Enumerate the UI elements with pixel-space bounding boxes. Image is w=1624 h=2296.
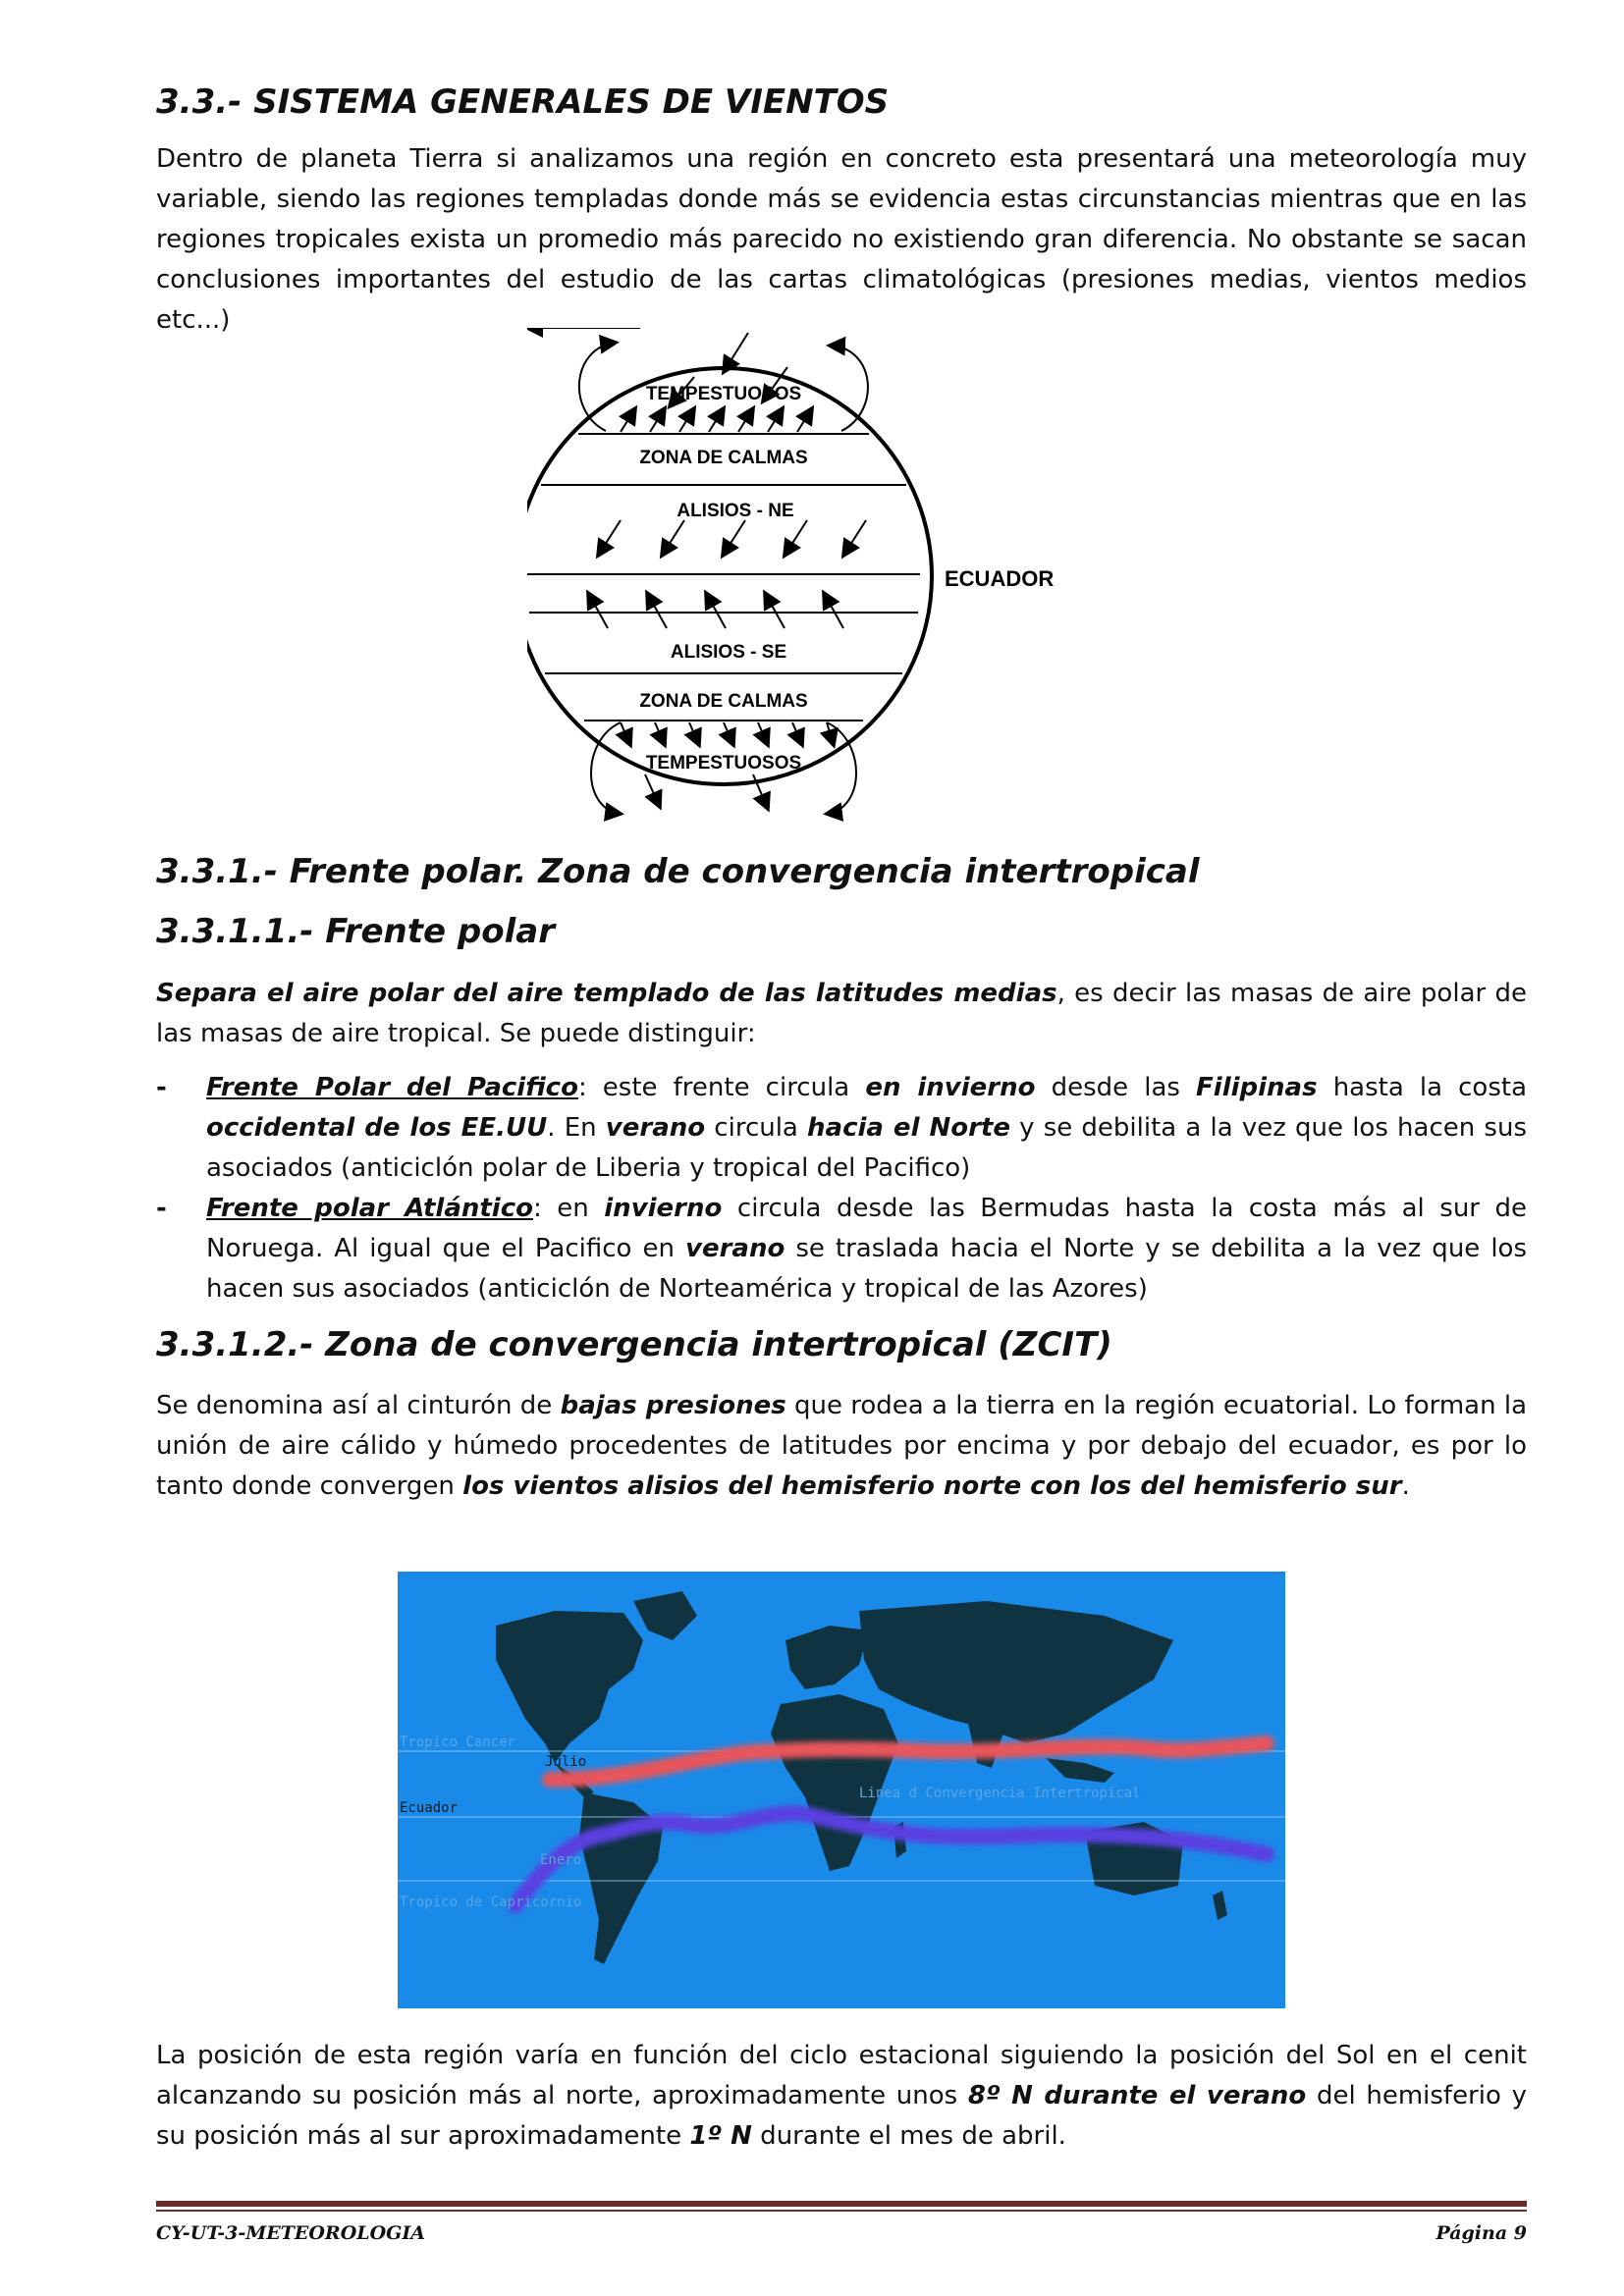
wind-arrow [723, 520, 745, 556]
emphasis: verano [685, 1234, 785, 1263]
wind-arrow [843, 520, 866, 556]
wind-arrow [824, 593, 843, 628]
label-trade-ne: ALISIOS - NE [677, 501, 794, 521]
emphasis: Filipinas [1196, 1073, 1318, 1102]
list-dash: - [156, 1194, 167, 1223]
footer-rule [156, 2201, 1527, 2207]
itcz-paragraph [156, 1386, 1527, 1507]
emphasis: invierno [604, 1194, 723, 1223]
label-equator-map: Ecuador [400, 1800, 459, 1816]
subsubsection-title: 3.3.1.1.- Frente polar [156, 912, 555, 951]
wind-arrow [621, 722, 630, 745]
wind-arrow [650, 408, 665, 432]
text-run: , es decir las masas de aire polar de las masas de aire tropical. Se puede distinguir: [156, 979, 1527, 1048]
wind-arrow [598, 520, 621, 556]
wind-arrow [655, 722, 665, 745]
circulation-arrow [830, 346, 868, 431]
text-run: y se debilita a la vez que los hacen sus asociados (anticiclón polar de Liberia y tropical del Pacifico) [206, 1113, 1527, 1183]
text-run: Se denomina así al cinturón de [156, 1391, 561, 1420]
wind-arrow [647, 593, 667, 628]
emphasis: occidental de los EE.UU [206, 1113, 548, 1143]
text-run: se traslada hacia el Norte y se debilita a la vez que los hacen sus asociados (anticiclón de Norteamérica y tropical de las Azores) [206, 1234, 1527, 1304]
emphasis: bajas presiones [560, 1391, 786, 1420]
subsection-title: 3.3.1.- Frente polar. Zona de convergencia intertropical [156, 852, 1200, 891]
text-run: : en [533, 1194, 605, 1223]
text-run: del hemisferio y su posición más al sur aproximadamente [156, 2081, 1527, 2151]
text-run: circula [705, 1113, 808, 1143]
wind-arrow [765, 593, 785, 628]
text-run: circula desde las Bermudas hasta la costa más al sur de Noruega. Al igual que el Pacifico en [206, 1194, 1527, 1263]
polar-front-list [156, 1068, 1527, 1309]
polar-front-paragraph [156, 974, 1527, 1054]
label-trade-se: ALISIOS - SE [670, 642, 787, 663]
emphasis: hacia el Norte [807, 1113, 1010, 1143]
subsubsection-title: 3.3.1.2.- Zona de convergencia intertropical (ZCIT) [156, 1325, 1112, 1364]
wind-arrow [738, 408, 753, 432]
list-item-title: Frente Polar del Pacifico [206, 1073, 578, 1102]
text-run: hasta la costa [1317, 1073, 1527, 1102]
footer-rule-thin [156, 2210, 1527, 2212]
wind-arrow [689, 722, 699, 745]
itcz-world-map [398, 1572, 1285, 2008]
text-run: : este frente circula [577, 1073, 866, 1102]
text-run: . [1401, 1471, 1410, 1501]
wind-arrow [709, 408, 724, 432]
emphasis: 1º N [689, 2121, 752, 2151]
wind-arrow [679, 408, 694, 432]
wind-belts-diagram [527, 328, 1273, 828]
text-run: que rodea a la tierra en la región ecuatorial. Lo forman la unión de aire cálido y húmedo procedentes de latitudes por encima y por debajo del ecuador, es por lo tanto donde convergen [156, 1391, 1528, 1501]
emphasis: en invierno [865, 1073, 1036, 1102]
wind-arrow [706, 593, 726, 628]
label-itcz: Linea d Convergencia Intertropical [859, 1786, 1141, 1801]
label-top-calm: ZONA DE CALMAS [639, 448, 808, 468]
list-dash: - [156, 1073, 167, 1102]
wind-arrow [724, 722, 733, 745]
wind-arrow [724, 333, 748, 372]
emphasis: verano [605, 1113, 706, 1143]
wind-arrow [621, 408, 635, 432]
label-july: Julio [545, 1754, 587, 1770]
footer-document-code: CY-UT-3-METEOROLOGIA [156, 2222, 426, 2244]
label-equator: ECUADOR [945, 566, 1055, 591]
list-item [156, 1068, 1527, 1189]
emphasis: 8º N durante el verano [967, 2081, 1307, 2110]
wind-arrow [797, 408, 812, 432]
emphasis: Separa el aire polar del aire templado de las latitudes medias [156, 979, 1057, 1008]
text-run: durante el mes de abril. [751, 2121, 1066, 2151]
globe-outline [527, 368, 932, 784]
label-tropic-capricorn: Tropico de Capricornio [400, 1895, 582, 1910]
section-title: 3.3.- SISTEMA GENERALES DE VIENTOS [156, 82, 890, 122]
footer-page-number: Página 9 [1435, 2222, 1527, 2244]
label-tropic-cancer: Tropico Cancer [400, 1735, 516, 1750]
circulation-arrow [579, 343, 616, 431]
wind-arrow [758, 722, 768, 745]
label-bottom-storm: TEMPESTUOSOS [645, 753, 802, 774]
text-run: . En [547, 1113, 606, 1143]
wind-arrow [662, 520, 684, 556]
label-top-storm: TEMPESTUOSOS [645, 384, 802, 404]
wind-arrow [785, 520, 807, 556]
closing-paragraph [156, 2036, 1527, 2157]
wind-arrow [645, 774, 660, 807]
text-run: La posición de esta región varía en función del ciclo estacional siguiendo la posición del Sol en el cenit alcanzando su posición más al norte, aproximadamente unos [156, 2041, 1527, 2110]
wind-arrow [792, 722, 802, 745]
emphasis: los vientos alisios del hemisferio norte con los del hemisferio sur [462, 1471, 1402, 1501]
wind-arrow [588, 593, 608, 628]
list-item [156, 1189, 1527, 1309]
list-item-title: Frente polar Atlántico [206, 1194, 533, 1223]
intro-paragraph: Dentro de planeta Tierra si analizamos una región en concreto esta presentará una meteorología muy variable, siendo las regiones templadas donde más se evidencia estas circunstancias mientras que en las regiones tropicales exista un promedio más parecido no existiendo gran diferencia. No obstante se sacan conclusiones importantes del estudio de las cartas climatológicas (presiones medias, vientos medios etc...) [156, 144, 1527, 335]
circulation-arrow [591, 722, 621, 814]
label-january: Enero [540, 1852, 582, 1868]
text-run: desde las [1035, 1073, 1197, 1102]
label-bottom-calm: ZONA DE CALMAS [639, 691, 808, 712]
wind-arrow [768, 408, 783, 432]
